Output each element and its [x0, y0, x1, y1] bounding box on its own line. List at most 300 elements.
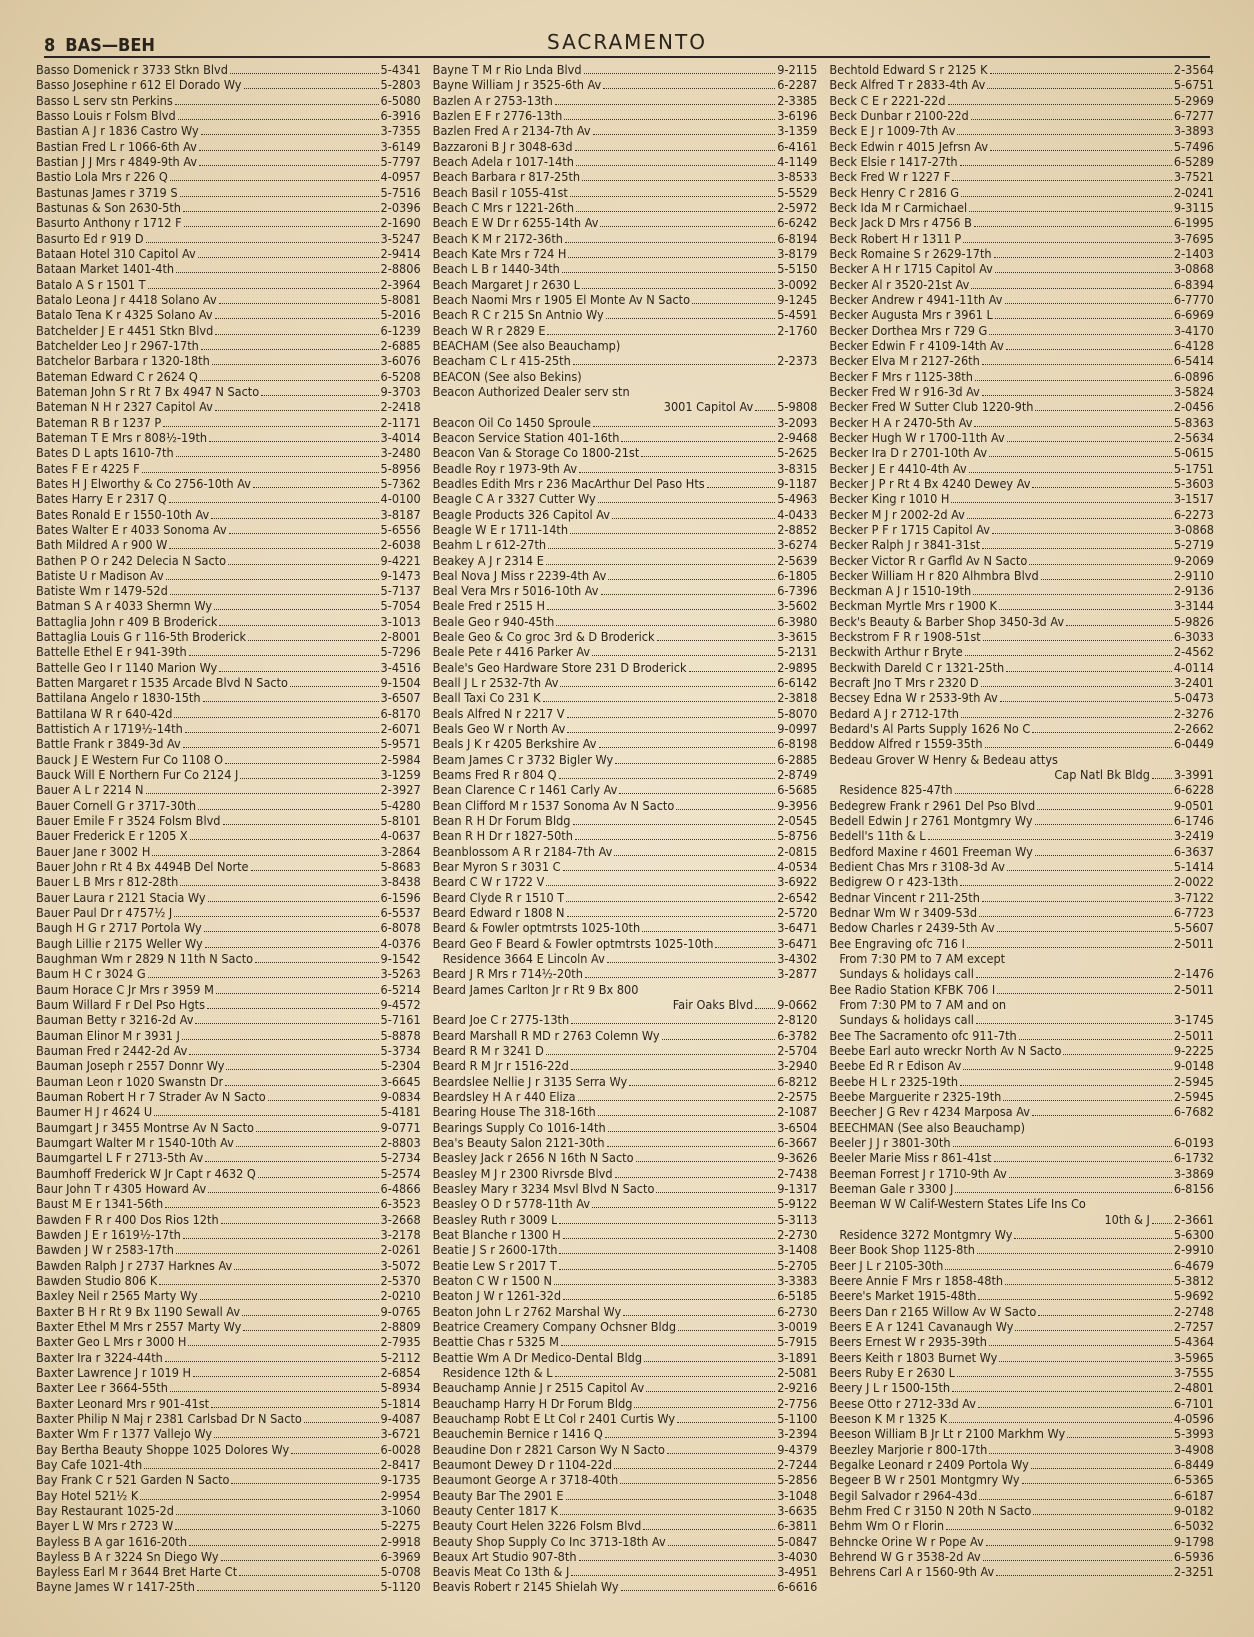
listing-name: Becker P F r 1715 Capitol Av: [829, 521, 990, 537]
listing-phone: 2-3927: [380, 782, 421, 798]
listing-name: Beckwith Dareld C r 1321-25th: [829, 659, 1005, 675]
listing-entry: [433, 1518, 818, 1533]
listing-entry: [829, 1181, 1214, 1196]
dot-leader: [598, 502, 776, 503]
dot-leader: [183, 1238, 379, 1239]
listing-name: Batalo Tena K r 4325 Solano Av: [36, 307, 213, 323]
listing-phone: 4-0637: [380, 828, 421, 844]
listing-entry: [433, 1457, 818, 1472]
listing-entry: [433, 905, 818, 920]
listing-entry: [433, 139, 818, 154]
listing-name: Bay Bertha Beauty Shoppe 1025 Dolores Wy: [36, 1441, 290, 1457]
listing-entry: [829, 844, 1214, 859]
dot-leader: [592, 655, 775, 656]
dot-leader: [165, 1361, 379, 1362]
listing-phone: 3-3144: [1173, 598, 1215, 614]
listing-phone: 5-8101: [380, 813, 421, 829]
listing-name: Bauer Frederick E r 1205 X: [36, 828, 188, 844]
listing-phone: 9-2225: [1173, 1043, 1215, 1058]
listing-name: Beat Blanche r 1300 H: [432, 1226, 561, 1242]
listing-phone: 3-2419: [1173, 828, 1215, 844]
listing-name: Bedeau Grover W Henry & Bedeau attys: [829, 751, 1058, 767]
listing-phone: 5-2304: [380, 1058, 421, 1074]
listing-entry: [36, 690, 421, 705]
listing-name: Beadle Roy r 1973-9th Av: [432, 460, 578, 476]
dot-leader: [990, 150, 1172, 151]
listing-entry: [433, 690, 818, 705]
listing-entry: [433, 951, 818, 966]
listing-entry: [36, 905, 421, 920]
listing-name: Bazlen Fred A r 2134-7th Av: [432, 123, 591, 139]
listing-name: Beanblossom A R r 2184-7th Av: [432, 843, 613, 859]
dot-leader: [258, 1177, 379, 1178]
listing-name: Beals J K r 4205 Berkshire Av: [432, 736, 597, 752]
listing-phone: 2-4562: [1173, 644, 1215, 660]
dot-leader: [678, 1330, 775, 1331]
listing-name: Bedard A J r 2712-17th: [829, 705, 959, 721]
listing-name: Beard & Fowler optmtrsts 1025-10th: [432, 920, 641, 936]
listing-phone: 6-7682: [1173, 1104, 1215, 1120]
listing-phone: 6-3033: [1173, 629, 1215, 645]
listing-entry: [829, 553, 1214, 568]
dot-leader: [978, 1299, 1171, 1300]
listing-phone: 5-6300: [1173, 1226, 1215, 1242]
listing-name: Beacon Service Station 401-16th: [432, 429, 620, 445]
listing-phone: 9-3956: [777, 797, 818, 813]
dot-leader: [994, 257, 1172, 258]
listing-phone: 9-0501: [1173, 797, 1215, 813]
listing-phone: 5-0473: [1173, 690, 1215, 706]
listing-name: Becker William H r 820 Alhmbra Blvd: [829, 567, 1039, 583]
listing-entry: [36, 384, 421, 399]
listing-phone: 2-1476: [1173, 966, 1215, 982]
dot-leader: [677, 1422, 775, 1423]
dot-leader: [945, 1269, 1172, 1270]
listing-entry: [36, 553, 421, 568]
dot-leader: [204, 931, 379, 932]
dot-leader: [1019, 1039, 1172, 1040]
dot-leader: [643, 1529, 775, 1530]
listing-phone: 6-5214: [380, 981, 421, 997]
listing-entry: [433, 844, 818, 859]
listing-phone: 6-6616: [777, 1579, 818, 1595]
listing-phone: 6-8194: [777, 230, 818, 246]
listing-name: Baxley Neil r 2565 Marty Wy: [36, 1288, 198, 1304]
listing-entry: [829, 1242, 1214, 1257]
listing-phone: 6-6187: [1173, 1487, 1215, 1503]
listing-name: Beach E W Dr r 6255-14th Av: [432, 215, 599, 231]
listing-name: BEACON (See also Bekins): [432, 368, 582, 384]
listing-phone: 2-8803: [380, 1134, 421, 1150]
listing-name: Beach C Mrs r 1221-26th: [432, 199, 575, 215]
listing-phone: 2-6038: [380, 537, 421, 553]
listing-phone: 5-8070: [777, 705, 818, 721]
listing-entry: [433, 261, 818, 276]
listing-entry: [433, 1472, 818, 1487]
listing-name: Beale Geo r 940-45th: [432, 613, 555, 629]
dot-leader: [667, 1453, 775, 1454]
dot-leader: [208, 1192, 378, 1193]
listing-name: Bates D L apts 1610-7th: [36, 445, 174, 461]
listing-phone: 3-6721: [380, 1426, 421, 1442]
listing-entry: [433, 1579, 818, 1594]
listing-phone: 2-1171: [380, 414, 421, 430]
listing-phone: 3-6645: [380, 1073, 421, 1089]
listing-name: Bauer Emile F r 3524 Folsm Blvd: [36, 813, 221, 829]
listing-entry: [36, 936, 421, 951]
dot-leader: [543, 701, 776, 702]
dot-leader: [182, 1039, 379, 1040]
listing-entry: [829, 1564, 1214, 1579]
listing-entry: [433, 200, 818, 215]
listing-name: Battelle Ethel E r 941-39th: [36, 644, 187, 660]
listing-name: Bedell's 11th & L: [829, 828, 926, 844]
listing-phone: 9-1798: [1173, 1533, 1215, 1549]
listing-phone: 2-5945: [1173, 1073, 1215, 1089]
listing-name: Baxter Lee r 3664-55th: [36, 1380, 168, 1396]
listing-name: Beale Geo & Co groc 3rd & D Broderick: [432, 629, 655, 645]
listing-name: Baumgart J r 3455 Montrse Av N Sacto: [36, 1119, 254, 1135]
listing-name: Bawden J W r 2583-17th: [36, 1242, 174, 1258]
listing-name: Bedient Chas Mrs r 3108-3d Av: [829, 859, 1005, 875]
dot-leader: [656, 1192, 775, 1193]
listing-entry: [433, 231, 818, 246]
dot-leader: [657, 640, 776, 641]
listing-phone: 4-0596: [1173, 1410, 1215, 1426]
listing-phone: 3-8438: [380, 874, 421, 890]
dot-leader: [231, 1483, 378, 1484]
listing-name: Becker J E r 4410-4th Av: [829, 460, 967, 476]
dot-leader: [1022, 1483, 1172, 1484]
listing-phone: 6-3916: [380, 107, 421, 123]
listing-phone: 9-4087: [380, 1410, 421, 1426]
dot-leader: [223, 824, 379, 825]
listing-entry: [433, 736, 818, 751]
dot-leader: [999, 609, 1172, 610]
listing-name: Residence 12th & L: [442, 1364, 553, 1380]
listing-name: Beaux Art Studio 907-8th: [432, 1548, 577, 1564]
listing-name: Becker Elva M r 2127-26th: [829, 353, 980, 369]
listing-phone: 2-7244: [777, 1456, 818, 1472]
dot-leader: [996, 1575, 1172, 1576]
dot-leader: [211, 518, 378, 519]
listing-entry: [829, 93, 1214, 108]
listing-name: Fair Oaks Blvd: [672, 997, 754, 1013]
dot-leader: [148, 977, 379, 978]
listing-phone: 5-9692: [1173, 1288, 1215, 1304]
dot-leader: [207, 1008, 379, 1009]
listing-phone: 5-7516: [380, 184, 421, 200]
dot-leader: [955, 793, 1172, 794]
listing-name: Beer Book Shop 1125-8th: [829, 1242, 975, 1258]
directory-columns: [36, 62, 1214, 1617]
listing-phone: 5-3812: [1173, 1272, 1215, 1288]
listing-phone: 4-0534: [777, 859, 818, 875]
listing-phone: 2-3276: [1173, 705, 1215, 721]
dot-leader: [144, 1468, 378, 1469]
listing-entry: [829, 1135, 1214, 1150]
dot-leader: [629, 1085, 775, 1086]
listing-name: Beadles Edith Mrs r 236 MacArthur Del Paso Hts: [432, 475, 705, 491]
listing-entry: [829, 1380, 1214, 1395]
listing-phone: 5-8878: [380, 1027, 421, 1043]
listing-phone: 3-6922: [777, 874, 818, 890]
listing-name: Bayer L W Mrs r 2723 W: [36, 1518, 174, 1534]
listing-phone: 2-2373: [777, 353, 818, 369]
dot-leader: [214, 609, 379, 610]
listing-entry: [36, 721, 421, 736]
listing-name: Baumgart Walter M r 1540-10th Av: [36, 1134, 234, 1150]
listing-phone: 6-2287: [777, 77, 818, 93]
listing-name: Bednar Wm W r 3409-53d: [829, 905, 978, 921]
dot-leader: [290, 686, 379, 687]
listing-phone: 5-2016: [380, 307, 421, 323]
listing-name: Beatie J S r 2600-17th: [432, 1242, 558, 1258]
dot-leader: [623, 1315, 775, 1316]
listing-phone: 6-8078: [380, 920, 421, 936]
listing-entry: [433, 1396, 818, 1411]
listing-phone: 4-0376: [380, 935, 421, 951]
listing-entry: [433, 1058, 818, 1073]
listing-entry: [433, 108, 818, 123]
listing-entry: [36, 1350, 421, 1365]
dot-leader: [608, 1131, 776, 1132]
listing-entry: [36, 644, 421, 659]
listing-entry: [433, 1442, 818, 1457]
listing-phone: 5-2131: [777, 644, 818, 660]
dot-leader: [1029, 564, 1172, 565]
dot-leader: [992, 533, 1172, 534]
listing-entry: [829, 139, 1214, 154]
listing-name: Beery J L r 1500-15th: [829, 1380, 951, 1396]
listing-phone: 3-1259: [380, 767, 421, 783]
dot-leader: [225, 763, 379, 764]
listing-name: Bauer Cornell G r 3717-30th: [36, 797, 197, 813]
listing-entry: [36, 813, 421, 828]
dot-leader: [1014, 1238, 1171, 1239]
listing-name: Beard Marshall R MD r 2763 Colemn Wy: [432, 1027, 660, 1043]
listing-name: Bauman Elinor M r 3931 J: [36, 1027, 180, 1043]
listing-phone: 3-1517: [1173, 491, 1215, 507]
listing-entry: [829, 1212, 1214, 1227]
listing-entry: [829, 1166, 1214, 1181]
listing-name: Bedford Maxine r 4601 Freeman Wy: [829, 843, 1033, 859]
listing-name: Beam James C r 3732 Bigler Wy: [432, 751, 614, 767]
listing-phone: 6-0028: [380, 1441, 421, 1457]
listing-entry: [433, 307, 818, 322]
listing-name: Beaton C W r 1500 N: [432, 1272, 552, 1288]
dot-leader: [215, 410, 379, 411]
listing-entry: [36, 1396, 421, 1411]
dot-leader: [201, 349, 379, 350]
listing-entry: [36, 277, 421, 292]
listing-name: Bauer John r Rt 4 Bx 4494B Del Norte: [36, 859, 249, 875]
listing-phone: 3-2178: [380, 1226, 421, 1242]
listing-name: Battelle Geo I r 1140 Marion Wy: [36, 659, 218, 675]
listing-phone: 3-1060: [380, 1502, 421, 1518]
listing-entry: [433, 1258, 818, 1273]
listing-phone: 2-5720: [777, 905, 818, 921]
listing-entry: [433, 629, 818, 644]
listing-name: Bauer Laura r 2121 Stacia Wy: [36, 889, 206, 905]
listing-phone: 3-3991: [1173, 767, 1215, 783]
listing-phone: 5-8363: [1173, 414, 1215, 430]
listing-entry: [36, 1212, 421, 1227]
dot-leader: [170, 1391, 379, 1392]
listing-name: Beardslee Nellie J r 3135 Serra Wy: [432, 1073, 628, 1089]
listing-entry: [36, 966, 421, 981]
listing-phone: 2-2418: [380, 399, 421, 415]
listing-entry: [433, 1028, 818, 1043]
dot-leader: [214, 1437, 378, 1438]
listing-phone: 5-2705: [777, 1257, 818, 1273]
listing-entry: [36, 874, 421, 889]
listing-entry: [36, 1564, 421, 1579]
listing-entry: [36, 476, 421, 491]
listing-phone: 5-7161: [380, 1012, 421, 1028]
listing-phone: 3-6274: [777, 537, 818, 553]
listing-name: Bauman Leon r 1020 Swanstn Dr: [36, 1073, 224, 1089]
listing-entry: [36, 1120, 421, 1135]
dot-leader: [989, 334, 1172, 335]
listing-entry: [829, 338, 1214, 353]
dot-leader: [1032, 1115, 1172, 1116]
listing-phone: 5-3993: [1173, 1426, 1215, 1442]
listing-phone: 2-9136: [1173, 583, 1215, 599]
dot-leader: [175, 104, 379, 105]
dot-leader: [205, 947, 379, 948]
listing-phone: 9-0997: [777, 721, 818, 737]
listing-phone: 3-7555: [1173, 1364, 1215, 1380]
listing-entry: [829, 1089, 1214, 1104]
dot-leader: [234, 1269, 378, 1270]
dot-leader: [619, 793, 775, 794]
listing-name: Beaumont George A r 3718-40th: [432, 1472, 619, 1488]
listing-name: Beagle W E r 1711-14th: [432, 521, 569, 537]
listing-entry: [36, 1028, 421, 1043]
listing-entry: [829, 307, 1214, 322]
listing-phone: 3-1408: [777, 1242, 818, 1258]
dot-leader: [600, 226, 775, 227]
listing-name: Beck's Beauty & Barber Shop 3450-3d Av: [829, 613, 1065, 629]
dot-leader: [989, 1345, 1172, 1346]
listing-entry: [36, 1579, 421, 1594]
listing-entry: [829, 185, 1214, 200]
dot-leader: [200, 380, 379, 381]
listing-phone: 3-4908: [1173, 1441, 1215, 1457]
dot-leader: [605, 1437, 775, 1438]
listing-name: Beach W R r 2829 E: [432, 322, 546, 338]
listing-phone: 3-3893: [1173, 123, 1215, 139]
dot-leader: [1032, 487, 1171, 488]
listing-name: Bednar Vincent r 211-25th: [829, 889, 980, 905]
dot-leader: [961, 196, 1172, 197]
listing-entry: [829, 1028, 1214, 1043]
listing-entry: [829, 1319, 1214, 1334]
listing-name: Beard Geo F Beard & Fowler optmtrsts 1025-10th: [432, 935, 714, 951]
listing-phone: 3-3615: [777, 629, 818, 645]
dot-leader: [573, 364, 775, 365]
listing-name: Beauty Shop Supply Co Inc 3713-18th Av: [432, 1533, 666, 1549]
listing-phone: 2-5984: [380, 751, 421, 767]
listing-phone: 6-3523: [380, 1196, 421, 1212]
listing-entry: [36, 461, 421, 476]
listing-entry: [433, 706, 818, 721]
listing-entry: [829, 1150, 1214, 1165]
listing-entry: [36, 706, 421, 721]
listing-phone: 5-3113: [777, 1211, 818, 1227]
column-1: [36, 62, 421, 1617]
listing-name: Beale Pete r 4416 Parker Av: [432, 644, 591, 660]
dot-leader: [960, 1085, 1172, 1086]
listing-entry: [433, 1304, 818, 1319]
dot-leader: [570, 533, 775, 534]
listing-name: Batten Margaret r 1535 Arcade Blvd N Sacto: [36, 675, 288, 691]
dot-leader: [755, 410, 775, 411]
dot-leader: [606, 318, 776, 319]
listing-entry: [36, 445, 421, 460]
listing-phone: 5-8756: [777, 828, 818, 844]
dot-leader: [1035, 410, 1171, 411]
listing-name: Beers Dan r 2165 Willow Av W Sacto: [829, 1303, 1037, 1319]
listing-name: Beach Margaret J r 2630 L: [432, 276, 580, 292]
listing-entry: [36, 1426, 421, 1441]
listing-entry: [433, 215, 818, 230]
listing-entry: [433, 660, 818, 675]
listing-phone: 2-7257: [1173, 1318, 1215, 1334]
listing-name: Beezley Marjorie r 800-17th: [829, 1441, 988, 1457]
listing-phone: 2-1760: [777, 322, 818, 338]
listing-phone: 3-4516: [380, 659, 421, 675]
dot-leader: [963, 242, 1172, 243]
listing-name: 10th & J: [1104, 1211, 1150, 1227]
listing-phone: 6-4866: [380, 1180, 421, 1196]
listing-entry: [829, 752, 1214, 767]
listing-entry: [36, 568, 421, 583]
dot-leader: [563, 1238, 776, 1239]
listing-entry: [829, 1120, 1214, 1135]
dot-leader: [221, 1560, 379, 1561]
listing-phone: 2-7935: [380, 1334, 421, 1350]
dot-leader: [981, 686, 1172, 687]
dot-leader: [997, 993, 1172, 994]
dot-leader: [253, 487, 379, 488]
dot-leader: [216, 993, 379, 994]
listing-phone: 2-0241: [1173, 184, 1215, 200]
listing-entry: [36, 1104, 421, 1119]
page-range: BAS—BEH: [65, 35, 155, 56]
listing-phone: 2-9216: [777, 1380, 818, 1396]
dot-leader: [1035, 855, 1172, 856]
listing-name: Bawden Ralph J r 2737 Harknes Av: [36, 1257, 233, 1273]
listing-entry: [36, 1518, 421, 1533]
listing-name: Beauchamp Harry H Dr Forum Bldg: [432, 1395, 633, 1411]
listing-name: Bean R H Dr r 1827-50th: [432, 828, 573, 844]
listing-name: Beckwith Arthur r Bryte: [829, 644, 963, 660]
dot-leader: [707, 487, 776, 488]
listing-phone: 5-2719: [1173, 537, 1215, 553]
listing-phone: 6-8449: [1173, 1456, 1215, 1472]
dot-leader: [225, 1085, 378, 1086]
listing-entry: [36, 415, 421, 430]
listing-entry: [829, 798, 1214, 813]
listing-entry: [36, 782, 421, 797]
listing-phone: 5-4364: [1173, 1334, 1215, 1350]
listing-phone: 6-1239: [380, 322, 421, 338]
listing-name: Bechtold Edward S r 2125 K: [829, 62, 988, 77]
listing-name: Beach Barbara r 817-25th: [432, 169, 581, 185]
listing-phone: 9-3703: [380, 383, 421, 399]
